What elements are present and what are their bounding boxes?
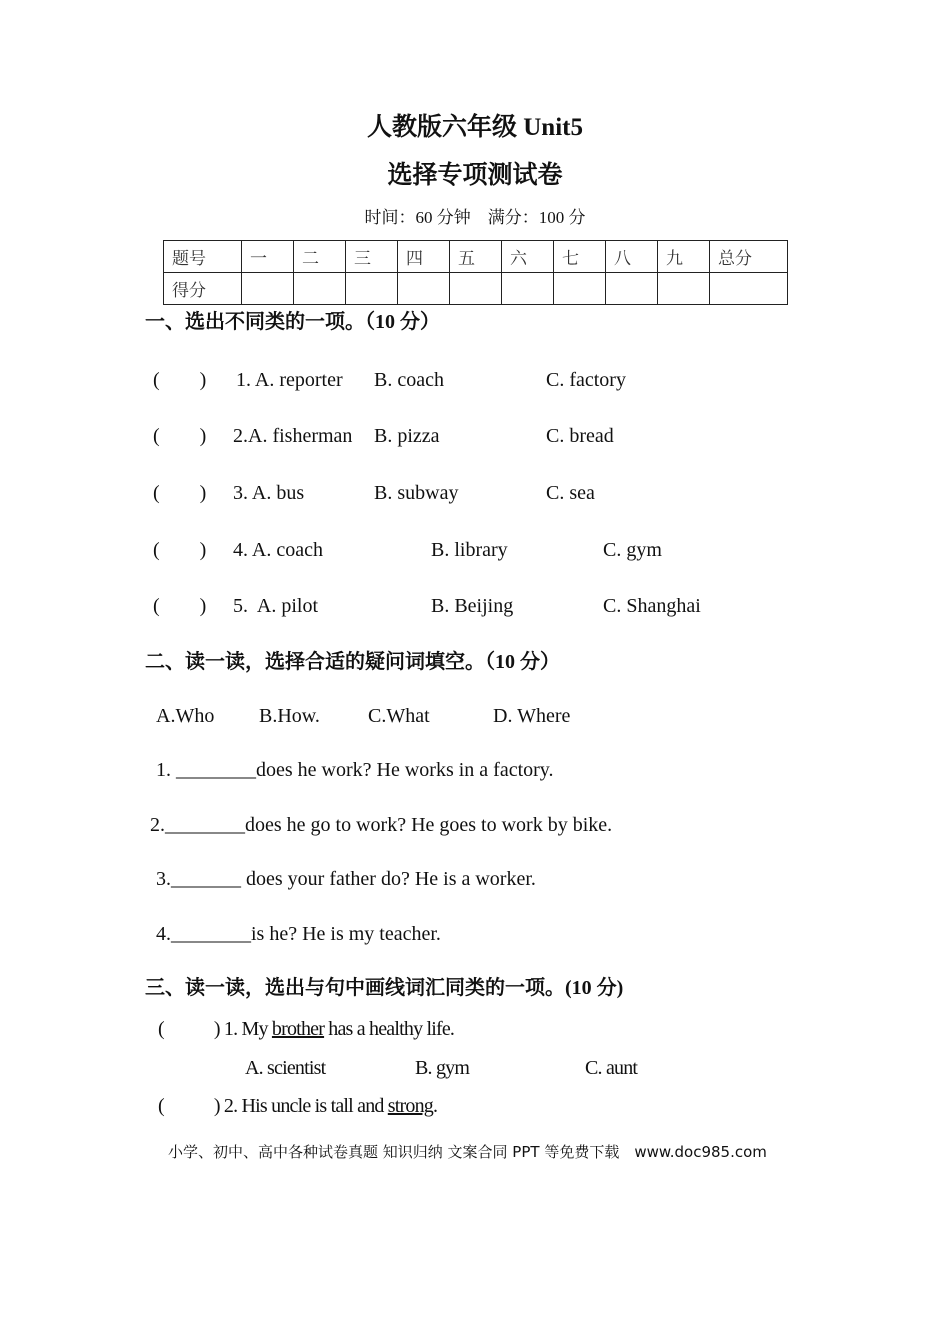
score-cell[interactable] — [294, 273, 346, 305]
question-option-a: 5. A. pilot — [233, 595, 319, 617]
question-text: has a healthy life. — [324, 1018, 455, 1040]
answer-bracket[interactable]: ( ) — [153, 539, 207, 561]
question-option-a: A. scientist — [245, 1057, 326, 1079]
table-cell: 七 — [554, 241, 606, 273]
table-cell: 九 — [658, 241, 710, 273]
score-cell[interactable] — [554, 273, 606, 305]
question-option-b: B. coach — [374, 369, 444, 391]
table-cell: 题号 — [164, 241, 242, 273]
fill-blank-question: 3._______ does your father do? He is a worker. — [156, 868, 536, 890]
score-cell[interactable] — [710, 273, 788, 305]
answer-bracket[interactable]: ( ) — [153, 482, 207, 504]
underline-question-2: ( ) 2. His uncle is tall and strong. — [158, 1095, 438, 1117]
table-cell: 六 — [502, 241, 554, 273]
question-option-c: C. aunt — [585, 1057, 638, 1079]
question-option-c: C. factory — [546, 369, 626, 391]
table-cell: 二 — [294, 241, 346, 273]
answer-bracket[interactable]: ( ) — [153, 425, 207, 447]
table-cell: 八 — [606, 241, 658, 273]
answer-bracket[interactable]: ( ) — [153, 369, 207, 391]
score-cell[interactable] — [242, 273, 294, 305]
table-cell: 三 — [346, 241, 398, 273]
question-option-c: C. Shanghai — [603, 595, 701, 617]
underline-question-1: ( ) 1. My brother has a healthy life. — [158, 1018, 455, 1040]
question-option-b: B. pizza — [374, 425, 440, 447]
question-text: . — [433, 1095, 438, 1117]
underlined-word: strong — [387, 1095, 433, 1117]
question-option-a: 4. A. coach — [233, 539, 323, 561]
question-option-a: 1. A. reporter — [236, 369, 343, 391]
question-option-b: B. subway — [374, 482, 459, 504]
question-text: ) 1. My — [213, 1018, 272, 1040]
document-title: 人教版六年级 Unit5 — [367, 114, 583, 141]
question-option-b: B. Beijing — [431, 595, 514, 617]
footer-text: 小学、初中、高中各种试卷真题 知识归纳 文案合同 PPT 等免费下载 www.doc985.com — [168, 1143, 767, 1161]
table-cell: 五 — [450, 241, 502, 273]
word-option: C.What — [368, 705, 430, 727]
question-option-b: B. gym — [415, 1057, 470, 1079]
fill-blank-question: 2.________does he go to work? He goes to work by bike. — [150, 814, 613, 836]
word-option: A.Who — [156, 705, 215, 727]
table-cell: 一 — [242, 241, 294, 273]
score-cell[interactable] — [606, 273, 658, 305]
document-subtitle: 选择专项测试卷 — [387, 162, 563, 189]
question-text: ) 2. His uncle is tall and — [213, 1095, 388, 1117]
table-cell: 得分 — [164, 273, 242, 305]
section-2-heading: 二、读一读，选择合适的疑问词填空。（10 分） — [145, 651, 560, 673]
section-3-heading: 三、读一读，选出与句中画线词汇同类的一项。(10 分) — [145, 977, 624, 999]
question-option-b: B. library — [431, 539, 508, 561]
question-option-c: C. bread — [546, 425, 614, 447]
question-option-c: C. sea — [546, 482, 595, 504]
table-cell: 总分 — [710, 241, 788, 273]
score-cell[interactable] — [658, 273, 710, 305]
question-option-a: 2.A. fisherman — [233, 425, 353, 447]
section-1-heading: 一、选出不同类的一项。（10 分） — [145, 311, 440, 333]
table-cell: 四 — [398, 241, 450, 273]
exam-meta: 时间：60 分钟 满分：100 分 — [364, 208, 586, 227]
word-option: D. Where — [493, 705, 571, 727]
score-cell[interactable] — [346, 273, 398, 305]
question-option-c: C. gym — [603, 539, 662, 561]
score-cell[interactable] — [502, 273, 554, 305]
word-option: B.How. — [259, 705, 320, 727]
answer-bracket[interactable]: ( ) — [153, 595, 207, 617]
underlined-word: brother — [271, 1018, 325, 1040]
score-cell[interactable] — [450, 273, 502, 305]
fill-blank-question: 4.________is he? He is my teacher. — [156, 923, 441, 945]
question-option-a: 3. A. bus — [233, 482, 305, 504]
fill-blank-question: 1. ________does he work? He works in a factory. — [156, 759, 554, 781]
score-cell[interactable] — [398, 273, 450, 305]
score-table — [163, 240, 788, 305]
